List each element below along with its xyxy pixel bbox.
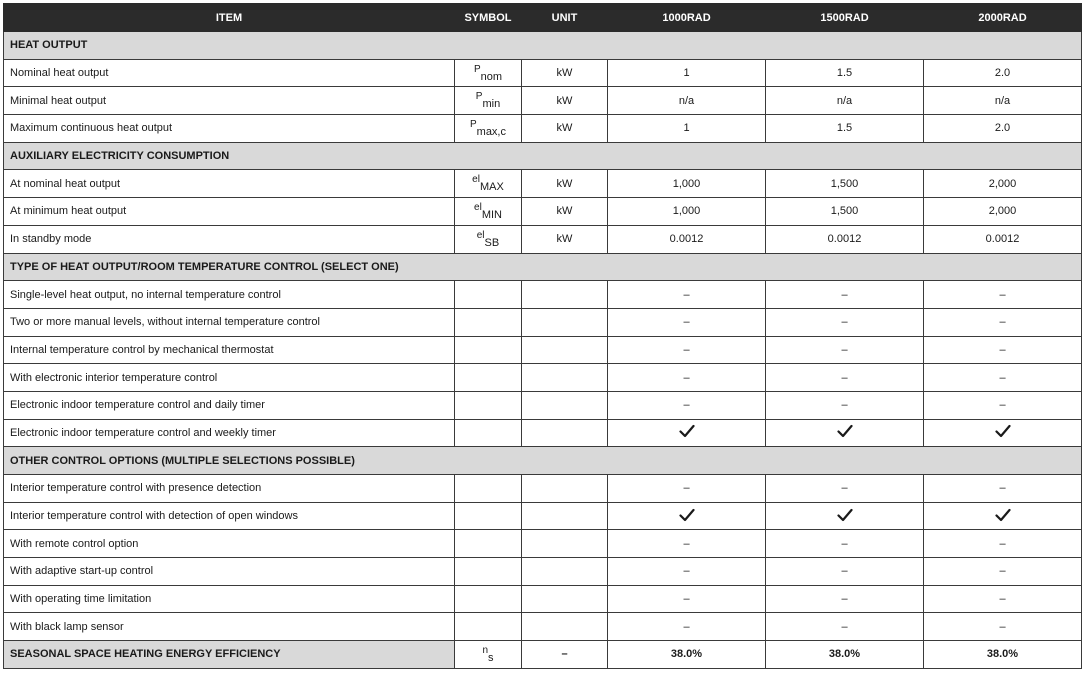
row-value-1: 0.0012 [608,225,766,253]
row-value-3 [924,502,1082,530]
row-unit-empty [522,585,608,613]
row-label: At minimum heat output [4,198,455,226]
row-value-1: – [608,558,766,586]
header-model-1: 1000RAD [608,4,766,32]
row-label: Nominal heat output [4,59,455,87]
table-row [4,364,1082,392]
row-value-3: – [924,308,1082,336]
symbol-main: P [469,118,477,130]
row-value-2: – [766,475,924,503]
row-value-3 [924,419,1082,447]
row-symbol [455,87,522,115]
table-row [4,502,1082,530]
spec-table-container [3,3,1082,669]
row-value-1: 1 [608,59,766,87]
checkmark-icon [679,508,695,522]
row-unit: kW [522,225,608,253]
table-row [4,170,1082,198]
header-model-3: 2000RAD [924,4,1082,32]
row-label: In standby mode [4,225,455,253]
row-label: Electronic indoor temperature control and weekly timer [4,419,455,447]
row-unit-empty [522,502,608,530]
efficiency-symbol [455,641,522,669]
efficiency-row [4,641,1082,669]
row-value-2: 1.5 [766,59,924,87]
row-value-2 [766,419,924,447]
row-value-1: – [608,585,766,613]
row-value-2: 1.5 [766,115,924,143]
section-title: HEAT OUTPUT [4,32,1082,60]
section-row-aux [4,142,1082,170]
row-label: Internal temperature control by mechanical thermostat [4,336,455,364]
efficiency-value-2: 38.0% [766,641,924,669]
checkmark-icon [679,424,695,438]
row-value-3: 0.0012 [924,225,1082,253]
table-row [4,530,1082,558]
section-row-control [4,253,1082,281]
row-label: Maximum continuous heat output [4,115,455,143]
row-symbol-empty [455,530,522,558]
row-value-2: n/a [766,87,924,115]
symbol-main: P [473,63,481,75]
table-row [4,419,1082,447]
table-row [4,115,1082,143]
row-symbol-empty [455,558,522,586]
checkmark-icon [995,424,1011,438]
row-value-2: – [766,585,924,613]
row-label: Two or more manual levels, without internal temperature control [4,308,455,336]
table-row [4,87,1082,115]
row-symbol-empty [455,308,522,336]
row-symbol-empty [455,585,522,613]
row-symbol-empty [455,336,522,364]
table-row [4,308,1082,336]
row-symbol [455,115,522,143]
row-unit: kW [522,115,608,143]
row-value-2: 1,500 [766,170,924,198]
row-unit-empty [522,336,608,364]
section-title: TYPE OF HEAT OUTPUT/ROOM TEMPERATURE CONTROL (SELECT ONE) [4,253,1082,281]
row-symbol [455,59,522,87]
symbol-sub: min [482,98,501,111]
table-row [4,281,1082,309]
row-label: Interior temperature control with detection of open windows [4,502,455,530]
row-value-3: – [924,585,1082,613]
row-value-3: – [924,613,1082,641]
symbol-sub: MAX [479,181,504,194]
table-row [4,585,1082,613]
row-value-1 [608,502,766,530]
header-unit: UNIT [522,4,608,32]
row-value-2: – [766,530,924,558]
row-label: Electronic indoor temperature control and daily timer [4,391,455,419]
symbol-sub: MIN [481,208,502,221]
row-unit-empty [522,364,608,392]
row-label: With electronic interior temperature control [4,364,455,392]
row-value-1: – [608,530,766,558]
row-unit: kW [522,198,608,226]
row-value-1: 1 [608,115,766,143]
table-row [4,613,1082,641]
row-symbol-empty [455,391,522,419]
section-title: AUXILIARY ELECTRICITY CONSUMPTION [4,142,1082,170]
row-unit-empty [522,419,608,447]
row-symbol [455,225,522,253]
efficiency-value-1: 38.0% [608,641,766,669]
row-value-1: 1,000 [608,198,766,226]
row-value-3: – [924,364,1082,392]
row-value-1: – [608,308,766,336]
row-unit-empty [522,613,608,641]
row-value-3: – [924,475,1082,503]
row-symbol-empty [455,502,522,530]
row-unit-empty [522,475,608,503]
row-value-2: – [766,391,924,419]
row-value-2: 1,500 [766,198,924,226]
checkmark-icon [837,508,853,522]
row-label: With adaptive start-up control [4,558,455,586]
row-label: With remote control option [4,530,455,558]
row-label: Single-level heat output, no internal temperature control [4,281,455,309]
row-value-1: – [608,613,766,641]
row-symbol [455,170,522,198]
row-value-2: 0.0012 [766,225,924,253]
table-row [4,198,1082,226]
row-label: At nominal heat output [4,170,455,198]
row-value-2 [766,502,924,530]
section-row-heat_output [4,32,1082,60]
row-value-3: 2,000 [924,170,1082,198]
row-value-3: 2.0 [924,115,1082,143]
row-unit: kW [522,170,608,198]
table-row [4,475,1082,503]
checkmark-icon [995,508,1011,522]
symbol-sub: max,c [476,125,506,138]
checkmark-icon [837,424,853,438]
table-row [4,225,1082,253]
section-title: OTHER CONTROL OPTIONS (MULTIPLE SELECTIONS POSSIBLE) [4,447,1082,475]
row-value-3: – [924,336,1082,364]
header-model-2: 1500RAD [766,4,924,32]
symbol-main: el [474,201,482,213]
row-symbol-empty [455,419,522,447]
row-unit: kW [522,59,608,87]
row-value-3: – [924,281,1082,309]
row-unit-empty [522,391,608,419]
row-value-1: – [608,281,766,309]
section-row-other [4,447,1082,475]
row-unit-empty [522,530,608,558]
symbol-sub: SB [484,236,500,249]
row-value-1: – [608,336,766,364]
row-unit-empty [522,308,608,336]
symbol-sub: s [488,651,494,664]
symbol-main: P [475,91,483,103]
table-header-row [4,4,1082,32]
header-item: ITEM [4,4,455,32]
row-symbol [455,198,522,226]
row-symbol-empty [455,364,522,392]
row-unit: kW [522,87,608,115]
row-value-1: 1,000 [608,170,766,198]
row-label: With operating time limitation [4,585,455,613]
row-value-3: – [924,530,1082,558]
row-value-3: 2.0 [924,59,1082,87]
table-row [4,391,1082,419]
efficiency-value-3: 38.0% [924,641,1082,669]
row-value-2: – [766,558,924,586]
row-value-1: n/a [608,87,766,115]
symbol-sub: nom [480,70,503,83]
header-symbol: SYMBOL [455,4,522,32]
row-unit-empty [522,281,608,309]
row-symbol-empty [455,281,522,309]
row-symbol-empty [455,613,522,641]
row-value-2: – [766,364,924,392]
table-row [4,558,1082,586]
row-label: Interior temperature control with presence detection [4,475,455,503]
row-label: Minimal heat output [4,87,455,115]
row-value-1 [608,419,766,447]
symbol-main: n [482,644,489,656]
row-value-3: – [924,558,1082,586]
symbol-main: el [476,229,485,241]
row-value-3: 2,000 [924,198,1082,226]
efficiency-label: SEASONAL SPACE HEATING ENERGY EFFICIENCY [4,641,455,669]
row-value-1: – [608,364,766,392]
row-value-1: – [608,391,766,419]
row-value-2: – [766,308,924,336]
efficiency-unit: – [522,641,608,669]
spec-table [3,3,1082,669]
row-label: With black lamp sensor [4,613,455,641]
row-value-1: – [608,475,766,503]
row-value-3: – [924,391,1082,419]
table-row [4,59,1082,87]
table-row [4,336,1082,364]
row-value-2: – [766,336,924,364]
row-value-2: – [766,281,924,309]
row-symbol-empty [455,475,522,503]
row-value-2: – [766,613,924,641]
symbol-main: el [472,174,480,186]
row-value-3: n/a [924,87,1082,115]
row-unit-empty [522,558,608,586]
